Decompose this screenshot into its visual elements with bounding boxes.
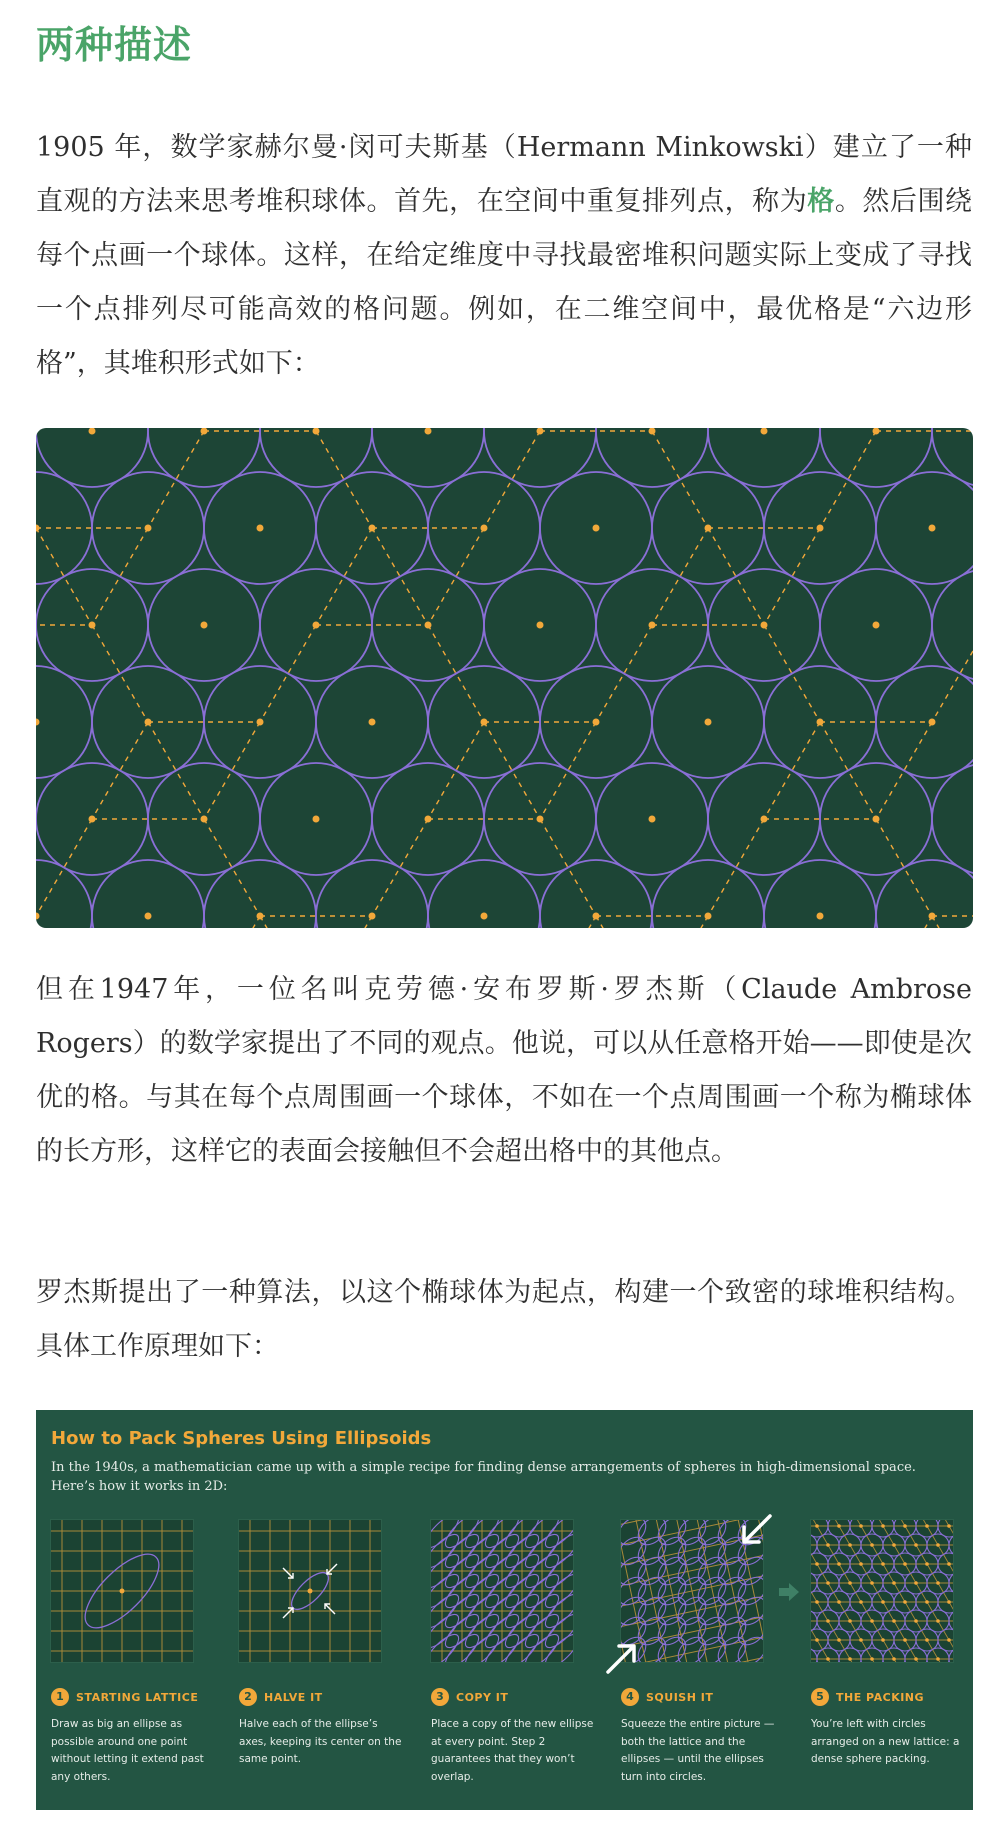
step-description: Squeeze the entire picture — both the lattice and the ellipses — until the ellipses turn into circles. — [621, 1718, 775, 1783]
lattice-point — [36, 525, 40, 532]
center-point — [308, 1589, 313, 1594]
packing-circle — [820, 428, 932, 487]
lattice-point — [892, 1543, 896, 1547]
lattice-point — [914, 1619, 918, 1623]
shrink-arrow-icon — [283, 1568, 293, 1578]
lattice-edge — [932, 625, 973, 722]
ellipse-copy — [621, 1520, 651, 1550]
lattice-point — [870, 1619, 874, 1623]
hexagonal-lattice-svg — [36, 428, 973, 928]
section-heading: 两种描述 — [36, 23, 193, 67]
lattice-point — [837, 1638, 841, 1642]
lattice-point — [817, 719, 824, 726]
packing-circle — [596, 428, 708, 487]
lattice-point — [826, 1543, 830, 1547]
lattice-point — [369, 719, 376, 726]
lattice-point — [881, 1638, 885, 1642]
lattice-point — [947, 1638, 951, 1642]
step-description: Draw as big an ellipse as possible around one point without letting it extend past any others. — [51, 1718, 204, 1783]
lattice-point — [649, 622, 656, 629]
lattice-point — [947, 1562, 951, 1566]
shrink-arrow-icon — [327, 1564, 337, 1574]
step-the-packing — [811, 1688, 973, 1769]
lattice-edge — [876, 916, 932, 928]
lattice-point — [313, 816, 320, 823]
packing-circle — [372, 428, 484, 487]
lattice-point — [369, 913, 376, 920]
panel-halve-it — [239, 1520, 381, 1662]
lattice-point — [201, 622, 208, 629]
step-starting-lattice — [51, 1688, 216, 1786]
lattice-point — [537, 428, 544, 435]
lattice-point — [925, 1638, 929, 1642]
squeeze-arrow-icon — [602, 1638, 642, 1678]
paragraph-minkowski-part2: 。然后围绕每个点画一个球体。这样，在给定维度中寻找最密堆积问题实际上变成了寻找一个点排列尽可能高效的格问题。例如，在二维空间中，最优格是“六边形格”，其堆积形式如下： — [36, 186, 973, 379]
lattice-point — [873, 816, 880, 823]
panel-halve-it-svg — [239, 1520, 381, 1662]
lattice-edge — [204, 916, 260, 928]
lattice-edge — [652, 916, 708, 928]
lattice-edge — [260, 916, 316, 928]
panel-starting-lattice — [51, 1520, 193, 1662]
lattice-point — [257, 913, 264, 920]
step-halve-it — [239, 1688, 404, 1769]
step-number-badge: 5 — [811, 1688, 829, 1706]
lattice-point — [201, 428, 208, 435]
packing-circle — [260, 428, 372, 487]
lattice-point — [145, 913, 152, 920]
lattice-edge — [876, 428, 932, 431]
paragraph-minkowski — [36, 121, 972, 391]
lattice-point — [837, 1600, 841, 1604]
lattice-point — [257, 719, 264, 726]
ellipsoid-infographic — [36, 1410, 973, 1810]
packing-circle — [932, 569, 973, 681]
packing-circle — [36, 428, 148, 487]
paragraph-rogers: 但在1947年，一位名叫克劳德·安布罗斯·罗杰斯（Claude Ambrose Rogers）的数学家提出了不同的观点。他说，可以从任意格开始——即使是次优的格。与其在每个点周围画一个球体，不如在一个点周围画一个称为椭球体的长方形，这样它的表面会接触但不会超出格中的其他点。 — [36, 974, 972, 1167]
step-squish-it — [621, 1688, 786, 1786]
grid-line — [621, 1564, 763, 1618]
step-title: HALVE IT — [264, 1690, 323, 1704]
packing-circle — [36, 666, 92, 778]
lattice-point — [914, 1657, 918, 1661]
lattice-point — [826, 1619, 830, 1623]
lattice-point — [537, 622, 544, 629]
paragraph-algorithm: 罗杰斯提出了一种算法，以这个椭球体为起点，构建一个致密的球堆积结构。具体工作原理如下： — [36, 1277, 972, 1362]
step-number-badge: 1 — [51, 1688, 69, 1706]
term-lattice-link[interactable]: 格 — [807, 186, 835, 217]
lattice-point — [313, 428, 320, 435]
lattice-point — [705, 719, 712, 726]
panel-the-packing — [811, 1520, 953, 1662]
lattice-point — [892, 1581, 896, 1585]
lattice-point — [837, 1524, 841, 1528]
lattice-point — [936, 1543, 940, 1547]
lattice-point — [817, 525, 824, 532]
lattice-edge — [316, 428, 372, 431]
step-description: You’re left with circles arranged on a new lattice: a dense sphere packing. — [811, 1718, 960, 1765]
lattice-point — [36, 913, 40, 920]
lattice-edge — [596, 916, 652, 928]
lattice-point — [89, 816, 96, 823]
lattice-point — [859, 1524, 863, 1528]
lattice-point — [848, 1657, 852, 1661]
lattice-point — [947, 1524, 951, 1528]
lattice-point — [36, 719, 40, 726]
lattice-point — [201, 816, 208, 823]
lattice-point — [761, 622, 768, 629]
lattice-point — [859, 1638, 863, 1642]
panel-copy-it — [431, 1520, 573, 1662]
lattice-point — [649, 428, 656, 435]
lattice-point — [873, 622, 880, 629]
next-step-arrow-icon — [777, 1580, 801, 1604]
step-title: COPY IT — [456, 1690, 509, 1704]
lattice-point — [815, 1600, 819, 1604]
step-number-badge: 2 — [239, 1688, 257, 1706]
lattice-point — [425, 816, 432, 823]
lattice-point — [89, 622, 96, 629]
packing-circle — [932, 428, 973, 487]
packing-circle — [876, 860, 973, 928]
lattice-point — [425, 622, 432, 629]
lattice-point — [929, 913, 936, 920]
lattice-point — [369, 525, 376, 532]
lattice-point — [870, 1543, 874, 1547]
lattice-point — [892, 1657, 896, 1661]
lattice-point — [848, 1543, 852, 1547]
packing-circle — [932, 763, 973, 875]
step-title: THE PACKING — [836, 1690, 925, 1704]
paragraph-minkowski-part1: 1905 年，数学家赫尔曼·闵可夫斯基（Hermann Minkowski）建立了一种直观的方法来思考堆积球体。首先，在空间中重复排列点，称为 — [36, 132, 972, 217]
packing-circle — [876, 472, 973, 584]
center-point — [120, 1589, 125, 1594]
lattice-point — [936, 1619, 940, 1623]
lattice-point — [815, 1562, 819, 1566]
lattice-point — [925, 1524, 929, 1528]
hexagonal-lattice-figure — [36, 428, 973, 928]
lattice-point — [593, 913, 600, 920]
lattice-point — [848, 1581, 852, 1585]
lattice-point — [873, 428, 880, 435]
lattice-point — [826, 1657, 830, 1661]
lattice-point — [947, 1600, 951, 1604]
lattice-point — [936, 1581, 940, 1585]
step-title: SQUISH IT — [646, 1690, 714, 1704]
packing-circle — [36, 472, 92, 584]
infographic-title: How to Pack Spheres Using Ellipsoids — [51, 1428, 432, 1449]
squeeze-arrow-icon — [736, 1510, 776, 1550]
step-title: STARTING LATTICE — [76, 1690, 199, 1704]
lattice-point — [925, 1600, 929, 1604]
lattice-point — [881, 1600, 885, 1604]
lattice-point — [826, 1581, 830, 1585]
lattice-point — [761, 428, 768, 435]
lattice-point — [859, 1600, 863, 1604]
lattice-point — [593, 719, 600, 726]
lattice-point — [705, 913, 712, 920]
packing-circle — [36, 860, 92, 928]
lattice-point — [903, 1638, 907, 1642]
lattice-point — [870, 1657, 874, 1661]
lattice-point — [481, 525, 488, 532]
lattice-point — [145, 525, 152, 532]
lattice-point — [903, 1562, 907, 1566]
lattice-point — [903, 1524, 907, 1528]
lattice-edge — [540, 428, 596, 431]
lattice-point — [313, 622, 320, 629]
lattice-point — [649, 816, 656, 823]
lattice-point — [815, 1638, 819, 1642]
infographic-subtitle: In the 1940s, a mathematician came up with a simple recipe for finding dense arrangements of spheres in high-dimensional space. Here’s how it works in 2D: — [51, 1460, 916, 1494]
lattice-point — [892, 1619, 896, 1623]
lattice-point — [903, 1600, 907, 1604]
lattice-point — [817, 913, 824, 920]
lattice-point — [837, 1562, 841, 1566]
lattice-edge — [652, 428, 708, 431]
lattice-edge — [932, 916, 973, 928]
lattice-edge — [316, 916, 372, 928]
lattice-point — [425, 428, 432, 435]
lattice-point — [936, 1657, 940, 1661]
step-description: Place a copy of the new ellipse at every point. Step 2 guarantees that they won’t overlap. — [431, 1718, 594, 1783]
lattice-edge — [540, 916, 596, 928]
lattice-point — [870, 1581, 874, 1585]
step-copy-it — [431, 1688, 596, 1786]
lattice-point — [848, 1619, 852, 1623]
lattice-point — [145, 719, 152, 726]
lattice-point — [925, 1562, 929, 1566]
panel-copy-it-svg — [431, 1520, 573, 1662]
lattice-point — [481, 913, 488, 920]
ellipse-copy — [733, 1632, 763, 1662]
lattice-point — [705, 525, 712, 532]
lattice-point — [914, 1581, 918, 1585]
lattice-point — [89, 428, 96, 435]
lattice-point — [593, 525, 600, 532]
lattice-point — [481, 719, 488, 726]
panel-the-packing-svg — [811, 1520, 953, 1662]
step-number-badge: 3 — [431, 1688, 449, 1706]
packing-circle — [484, 428, 596, 487]
lattice-point — [881, 1562, 885, 1566]
lattice-point — [881, 1524, 885, 1528]
lattice-point — [929, 525, 936, 532]
lattice-edge — [204, 428, 260, 431]
lattice-point — [815, 1524, 819, 1528]
shrink-arrow-icon — [283, 1608, 293, 1618]
lattice-point — [761, 816, 768, 823]
panel-starting-lattice-svg — [51, 1520, 193, 1662]
step-number-badge: 4 — [621, 1688, 639, 1706]
lattice-point — [914, 1543, 918, 1547]
lattice-point — [537, 816, 544, 823]
step-description: Halve each of the ellipse’s axes, keeping its center on the same point. — [239, 1718, 402, 1765]
lattice-point — [929, 719, 936, 726]
packing-circle — [708, 428, 820, 487]
lattice-point — [859, 1562, 863, 1566]
lattice-point — [257, 525, 264, 532]
packing-circle — [148, 428, 260, 487]
